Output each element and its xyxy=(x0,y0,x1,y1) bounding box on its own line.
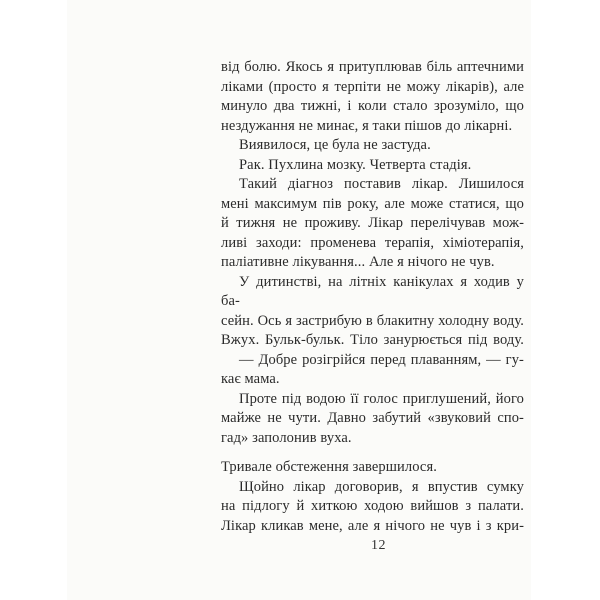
text-line: майже не чути. Давно забутий «звуковий спо- xyxy=(221,410,524,426)
text-line: ліками (просто я терпіти не можу лікарів), але xyxy=(221,78,524,95)
text-line: Такий діагноз поставив лікар. Лишилося xyxy=(239,176,524,192)
text-line: Щойно лікар договорив, я впустив сумку xyxy=(239,478,524,495)
text-line: минуло два тижні, і коли стало зрозуміло, що xyxy=(221,98,524,114)
text-line: Лікар кликав мене, але я нічого не чув і з кри- xyxy=(221,517,524,534)
text-line: Рак. Пухлина мозку. Четверта стадія. xyxy=(239,156,472,173)
page-number: 12 xyxy=(371,538,386,553)
text-line: мені максимум пів року, але може статися, що xyxy=(221,195,524,212)
text-line: й тижня не проживу. Лікар перелічував мож- xyxy=(221,215,524,231)
text-line: гад» заполонив вуха. xyxy=(221,429,352,446)
text-line: від болю. Якось я притуплював біль аптечними xyxy=(221,59,524,75)
text-line: Виявилося, це була не застуда. xyxy=(239,137,431,153)
text-line: ливі заходи: променева терапія, хіміотерапія, xyxy=(221,234,524,251)
text-line: кає мама. xyxy=(221,371,280,387)
text-line: сейн. Ось я застрибую в блакитну холодну воду. xyxy=(221,312,524,329)
text-line: Тривале обстеження завершилося. xyxy=(221,459,437,475)
text-column xyxy=(221,58,524,536)
text-line: нездужання не минає, я таки пішов до лікарні. xyxy=(221,117,513,134)
book-page xyxy=(67,0,531,600)
text-line: Проте під водою її голос приглушений, його xyxy=(239,390,524,407)
text-line: паліативне лікування... Але я нічого не чув. xyxy=(221,254,495,270)
text-line: — Добре розігрійся перед плаванням, — гу- xyxy=(239,351,524,368)
text-line: на підлогу й хиткою ходою вийшов з палати. xyxy=(221,498,524,514)
text-line: У дитинстві, на літніх канікулах я ходив у ба- xyxy=(221,273,524,309)
text-line: Вжух. Бульк-бульк. Тіло занурюється під воду. xyxy=(221,332,524,348)
